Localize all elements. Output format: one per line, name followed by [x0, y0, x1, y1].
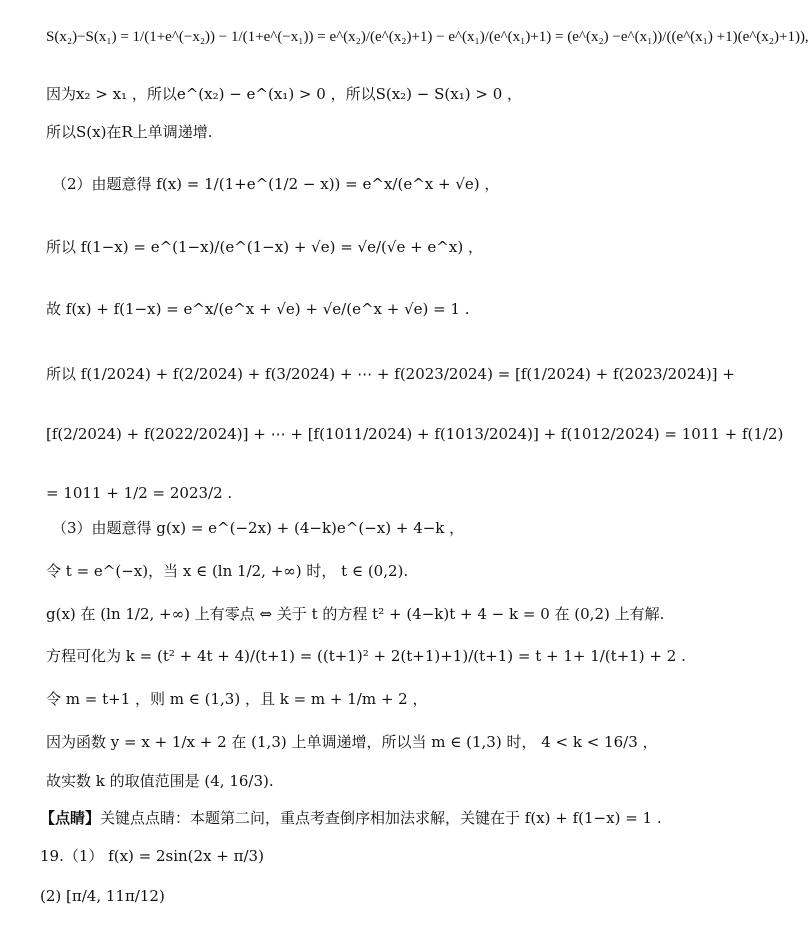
line-8: [f(2/2024) + f(2022/2024)] + ⋯ + [f(1011/2024) + f(1013/2024)] + f(1012/2024) = 1011 + f(1/2)	[46, 425, 784, 443]
line-7: 所以 f(1/2024) + f(2/2024) + f(3/2024) + ⋯ + f(2023/2024) = [f(1/2024) + f(2023/2024)] +	[46, 365, 735, 383]
line-9: = 1011 + 1/2 = 2023/2 .	[46, 484, 233, 502]
key-point-tag: 【点睛】	[40, 809, 101, 827]
line-10: （3）由题意得 g(x) = e^(−2x) + (4−k)e^(−x) + 4−k ，	[52, 519, 465, 537]
line-1: S(x₂)−S(x₁) = 1/(1+e^(−x₂)) − 1/(1+e^(−x₁)) = e^(x₂)/(e^(x₂)+1) − e^(x₁)/(e^(x₁)+1) = (e^(x₂) −e^(x₁))/((e^(x₁) +1)(e^(x₂)+1)),	[46, 29, 809, 45]
line-12: g(x) 在 (ln 1/2, +∞) 上有零点 ⇔ 关于 t 的方程 t² + (4−k)t + 4 − k = 0 在 (0,2) 上有解.	[46, 605, 665, 623]
line-18: 19.（1） f(x) = 2sin(2x + π/3)	[40, 847, 264, 865]
line-13: 方程可化为 k = (t² + 4t + 4)/(t+1) = ((t+1)² + 2(t+1)+1)/(t+1) = t + 1+ 1/(t+1) + 2 .	[46, 647, 686, 665]
line-16: 故实数 k 的取值范围是 (4, 16/3).	[46, 772, 274, 790]
line-14: 令 m = t+1 ，则 m ∈ (1,3) ，且 k = m + 1/m + 2 ，	[46, 690, 428, 708]
line-11: 令 t = e^(−x)，当 x ∈ (ln 1/2, +∞) 时， t ∈ (0,2).	[46, 562, 409, 580]
line-5: 所以 f(1−x) = e^(1−x)/(e^(1−x) + √e) = √e/(√e + e^x) ，	[46, 238, 483, 256]
line-19: (2) [π/4, 11π/12)	[40, 887, 165, 905]
line-3: 所以S(x)在R上单调递增.	[46, 123, 213, 141]
line-17	[40, 807, 662, 829]
line-2: 因为x₂ > x₁ ，所以e^(x₂) − e^(x₁) > 0 ，所以S(x₂) − S(x₁) > 0 ，	[46, 85, 523, 103]
key-point-text: 关键点点睛：本题第二问，重点考查倒序相加法求解，关键在于 f(x) + f(1−x) = 1 .	[100, 809, 662, 827]
line-15: 因为函数 y = x + 1/x + 2 在 (1,3) 上单调递增，所以当 m ∈ (1,3) 时， 4 < k < 16/3 ，	[46, 733, 658, 751]
line-6: 故 f(x) + f(1−x) = e^x/(e^x + √e) + √e/(e^x + √e) = 1 .	[46, 300, 470, 318]
line-4: （2）由题意得 f(x) = 1/(1+e^(1/2 − x)) = e^x/(e^x + √e) ，	[52, 175, 500, 193]
